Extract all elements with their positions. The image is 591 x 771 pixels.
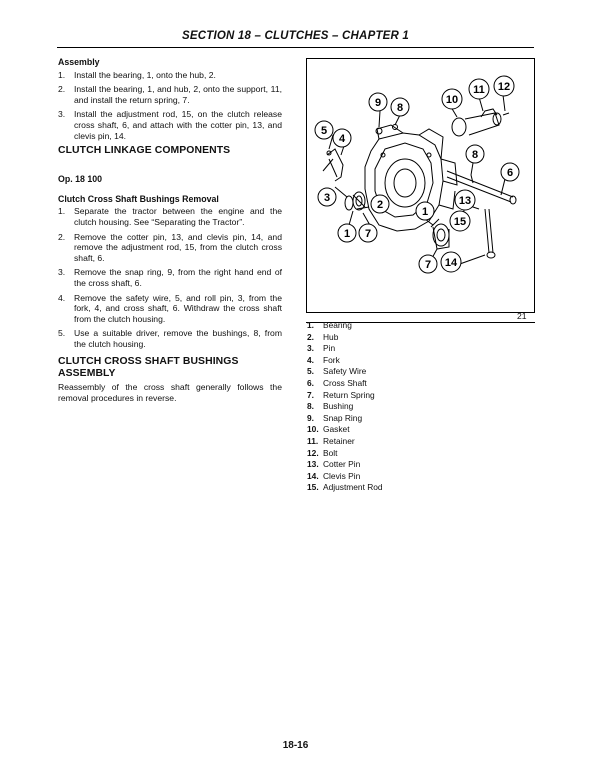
svg-text:3: 3 <box>323 192 331 204</box>
legend-item: 4. Fork <box>307 354 340 365</box>
legend-item: 5. Safety Wire <box>307 366 367 377</box>
legend-item: 6. Cross Shaft <box>307 377 367 388</box>
callout-9 <box>369 93 387 111</box>
assembly-heading: Assembly <box>58 57 100 67</box>
bushings-assembly-text: Reassembly of the cross shaft generally follows the removal procedures in reverse. <box>58 382 282 404</box>
callout-5 <box>315 121 333 139</box>
bushings-assembly-heading: CLUTCH CROSS SHAFT BUSHINGS ASSEMBLY <box>58 356 239 380</box>
assembly-step: 1. Install the bearing, 1, onto the hub, 2. <box>58 69 216 80</box>
exploded-view-figure <box>306 58 535 313</box>
svg-text:1: 1 <box>343 228 351 240</box>
assembly-step: 2. Install the bearing, 1, and hub, 2, onto the support, 11, and install the return spring, 7. <box>58 84 282 105</box>
legend-item: 10. Gasket <box>307 424 350 435</box>
page-header: SECTION 18 – CLUTCHES – CHAPTER 1 <box>181 30 410 42</box>
adjustment-rod-part <box>485 209 493 253</box>
legend-item: 12. Bolt <box>307 447 338 458</box>
fork-part <box>327 149 343 181</box>
svg-text:6: 6 <box>506 167 514 179</box>
removal-step: 5. Use a suitable driver, remove the bushings, 8, from the clutch housing. <box>58 328 282 349</box>
svg-text:12: 12 <box>497 81 511 93</box>
linkage-heading: CLUTCH LINKAGE COMPONENTS <box>58 145 231 157</box>
removal-step: 4. Remove the safety wire, 5, and roll pin, 3, from the fork, 4, and cross shaft, 6. Withdraw the cross shaft from the clutch housing. <box>58 292 282 324</box>
removal-step: 2. Remove the cotter pin, 13, and clevis pin, 14, and remove the adjustment rod, 15, from the clutch cross shaft, 6. <box>58 231 282 263</box>
callout-6 <box>501 163 519 181</box>
legend-item: 11. Retainer <box>307 435 355 446</box>
legend-item: 13. Cotter Pin <box>307 459 361 470</box>
svg-text:8: 8 <box>471 149 479 161</box>
callout-8 <box>391 98 409 116</box>
callout-7a <box>359 224 377 242</box>
legend-item: 7. Return Spring <box>307 389 375 400</box>
assembly-steps <box>58 70 282 142</box>
removal-subheading: Clutch Cross Shaft Bushings Removal <box>58 193 219 204</box>
svg-text:4: 4 <box>338 133 346 145</box>
callout-11 <box>469 79 489 99</box>
exploded-view-drawing <box>307 59 534 312</box>
legend-item: 8. Bushing <box>307 401 354 412</box>
figure-legend <box>307 320 383 494</box>
svg-text:10: 10 <box>445 94 459 106</box>
callout-2 <box>371 195 389 213</box>
page-number: 18-16 <box>282 740 309 751</box>
legend-item: 1. Bearing <box>307 320 352 330</box>
svg-text:9: 9 <box>374 97 382 109</box>
svg-text:15: 15 <box>453 216 467 228</box>
legend-item: 2. Hub <box>307 331 339 342</box>
callout-13 <box>455 190 475 210</box>
legend-item: 3. Pin <box>307 343 336 354</box>
callout-4 <box>333 129 351 147</box>
callout-12 <box>494 76 514 96</box>
svg-text:2: 2 <box>376 199 384 211</box>
svg-text:11: 11 <box>473 84 485 96</box>
svg-text:1: 1 <box>421 206 429 218</box>
operation-number: Op. 18 100 <box>58 174 103 185</box>
svg-text:13: 13 <box>458 195 472 207</box>
header-rule <box>57 47 534 48</box>
callout-1a <box>416 202 434 220</box>
removal-step: 1. Separate the tractor between the engine and the clutch housing. See “Separating the Tractor”. <box>58 206 282 227</box>
callout-14 <box>441 252 461 272</box>
callout-15 <box>450 211 470 231</box>
callout-7b <box>419 255 437 273</box>
legend-item: 9. Snap Ring <box>307 412 363 423</box>
removal-steps <box>58 206 282 349</box>
svg-text:7: 7 <box>424 259 432 271</box>
svg-text:7: 7 <box>364 228 372 240</box>
callout-10 <box>442 89 462 109</box>
figure-number: 21 <box>517 311 527 321</box>
removal-step: 3. Remove the snap ring, 9, from the right hand end of the cross shaft, 6. <box>58 267 282 288</box>
assembly-step: 3. Install the adjustment rod, 15, on the clutch release cross shaft, 6, and attach with the cotter pin, 13, and clevis pin, 14. <box>58 109 282 141</box>
gasket-part <box>452 118 466 136</box>
left-column <box>58 57 282 404</box>
legend-item: 14. Clevis Pin <box>307 470 361 481</box>
svg-text:8: 8 <box>396 102 404 114</box>
return-spring-part <box>431 219 439 227</box>
legend-item: 15. Adjustment Rod <box>307 482 383 493</box>
callout-8b <box>466 145 484 163</box>
svg-text:5: 5 <box>320 125 328 137</box>
svg-text:14: 14 <box>444 257 458 269</box>
callout-1b <box>338 224 356 242</box>
callout-3 <box>318 188 336 206</box>
